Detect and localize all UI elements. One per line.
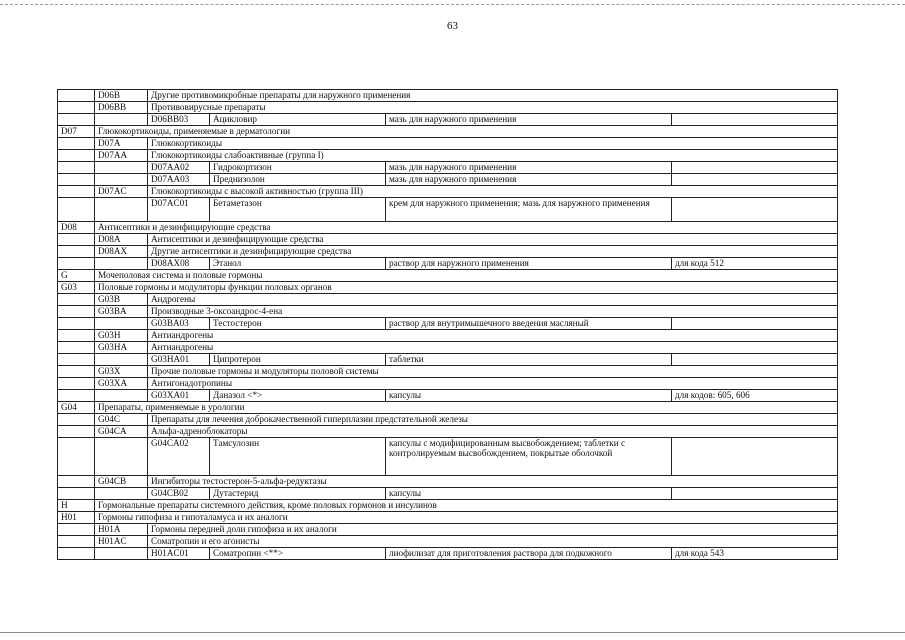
atc-name-cell: Глюкокортикоиды — [148, 138, 838, 150]
empty-cell — [95, 162, 148, 174]
atc-code-cell: G03BA — [95, 306, 148, 318]
atc-code-cell: H — [58, 500, 95, 512]
empty-cell — [95, 198, 148, 222]
table-row — [58, 342, 838, 354]
atc-code-cell: H01AC — [95, 536, 148, 548]
note-cell — [672, 114, 838, 126]
table-row — [58, 378, 838, 390]
scan-edge-top — [0, 4, 905, 5]
table-row — [58, 102, 838, 114]
empty-cell — [58, 138, 95, 150]
atc-name-cell: Антиандрогены — [148, 330, 838, 342]
atc-name-cell: Антигонадотропины — [148, 378, 838, 390]
table-row — [58, 162, 838, 174]
atc-name-cell: Производные 3-оксоандрос-4-ена — [148, 306, 838, 318]
atc-code-cell: G03B — [95, 294, 148, 306]
atc-name-cell: Ингибиторы тестостерон-5-альфа-редуктазы — [148, 476, 838, 488]
table-row — [58, 90, 838, 102]
drug-name-cell: Ципротерон — [210, 354, 386, 366]
table-row — [58, 366, 838, 378]
atc-name-cell: Глюкокортикоиды слабоактивные (группа I) — [148, 150, 838, 162]
atc-name-cell: Антисептики и дезинфицирующие средства — [148, 234, 838, 246]
empty-cell — [95, 438, 148, 476]
empty-cell — [58, 354, 95, 366]
table-row — [58, 402, 838, 414]
atc-code-cell: G03 — [58, 282, 95, 294]
atc-name-cell: Глюкокортикоиды с высокой активностью (группа III) — [148, 186, 838, 198]
empty-cell — [58, 342, 95, 354]
empty-cell — [58, 102, 95, 114]
note-cell — [672, 198, 838, 222]
table-row — [58, 488, 838, 500]
drug-name-cell: Дутастерид — [210, 488, 386, 500]
drug-name-cell: Тестостерон — [210, 318, 386, 330]
atc-code-cell: D07AA03 — [148, 174, 210, 186]
table-row — [58, 282, 838, 294]
empty-cell — [58, 414, 95, 426]
atc-code-cell: H01A — [95, 524, 148, 536]
table-row — [58, 138, 838, 150]
drug-name-cell: Тамсулозин — [210, 438, 386, 476]
atc-code-cell: D08 — [58, 222, 95, 234]
atc-code-cell: G03XA — [95, 378, 148, 390]
atc-code-cell: G04CA02 — [148, 438, 210, 476]
empty-cell — [95, 354, 148, 366]
atc-name-cell: Глюкокортикоиды, применяемые в дерматологии — [95, 126, 838, 138]
empty-cell — [58, 318, 95, 330]
empty-cell — [58, 150, 95, 162]
table-row — [58, 476, 838, 488]
note-cell — [672, 488, 838, 500]
atc-code-cell: G04CB02 — [148, 488, 210, 500]
empty-cell — [58, 246, 95, 258]
table-row — [58, 258, 838, 270]
atc-code-cell: G03BA03 — [148, 318, 210, 330]
atc-code-cell: D07AC — [95, 186, 148, 198]
empty-cell — [95, 258, 148, 270]
atc-name-cell: Соматропин и его агонисты — [148, 536, 838, 548]
atc-code-cell: G03HA — [95, 342, 148, 354]
empty-cell — [58, 426, 95, 438]
empty-cell — [95, 548, 148, 560]
table-row — [58, 426, 838, 438]
dosage-form-cell: раствор для наружного применения — [386, 258, 672, 270]
empty-cell — [58, 186, 95, 198]
dosage-form-cell: мазь для наружного применения — [386, 174, 672, 186]
dosage-form-cell: крем для наружного применения; мазь для наружного применения — [386, 198, 672, 222]
atc-code-cell: D08A — [95, 234, 148, 246]
atc-code-cell: G03H — [95, 330, 148, 342]
atc-name-cell: Другие противомикробные препараты для наружного применения — [148, 90, 838, 102]
table-row — [58, 270, 838, 282]
empty-cell — [58, 90, 95, 102]
drug-name-cell: Этанол — [210, 258, 386, 270]
atc-code-cell: D07AA — [95, 150, 148, 162]
dosage-form-cell: мазь для наружного применения — [386, 114, 672, 126]
empty-cell — [58, 548, 95, 560]
note-cell — [672, 438, 838, 476]
atc-code-cell: G04CB — [95, 476, 148, 488]
dosage-form-cell: капсулы с модифицированным высвобождением; таблетки с контролируемым высвобождением, покрытые оболочкой — [386, 438, 672, 476]
dosage-form-cell: мазь для наружного применения — [386, 162, 672, 174]
note-cell: для кодов: 605, 606 — [672, 390, 838, 402]
table-row — [58, 500, 838, 512]
drug-name-cell: Преднизолон — [210, 174, 386, 186]
empty-cell — [95, 318, 148, 330]
table-row — [58, 512, 838, 524]
atc-code-cell: G03X — [95, 366, 148, 378]
atc-code-cell: D06B — [95, 90, 148, 102]
table-row — [58, 222, 838, 234]
note-cell — [672, 174, 838, 186]
atc-name-cell: Гормоны передней доли гипофиза и их аналоги — [148, 524, 838, 536]
atc-name-cell: Гормоны гипофиза и гипоталамуса и их аналоги — [95, 512, 838, 524]
empty-cell — [95, 174, 148, 186]
empty-cell — [58, 162, 95, 174]
empty-cell — [58, 174, 95, 186]
atc-code-cell: D08AX — [95, 246, 148, 258]
atc-name-cell: Препараты, применяемые в урологии — [95, 402, 838, 414]
table-row — [58, 186, 838, 198]
empty-cell — [58, 476, 95, 488]
atc-name-cell: Мочеполовая система и половые гормоны — [95, 270, 838, 282]
empty-cell — [58, 258, 95, 270]
table-row — [58, 390, 838, 402]
drug-table-body — [58, 90, 838, 560]
note-cell — [672, 354, 838, 366]
table-row — [58, 330, 838, 342]
empty-cell — [58, 306, 95, 318]
atc-code-cell: D06BB03 — [148, 114, 210, 126]
atc-code-cell: D06BB — [95, 102, 148, 114]
drug-name-cell: Соматропин <**> — [210, 548, 386, 560]
empty-cell — [58, 390, 95, 402]
note-cell — [672, 318, 838, 330]
note-cell: для кода 512 — [672, 258, 838, 270]
atc-name-cell: Другие антисептики и дезинфицирующие средства — [148, 246, 838, 258]
empty-cell — [58, 294, 95, 306]
table-row — [58, 294, 838, 306]
dosage-form-cell: капсулы — [386, 390, 672, 402]
atc-name-cell: Андрогены — [148, 294, 838, 306]
atc-code-cell: G04C — [95, 414, 148, 426]
table-row — [58, 524, 838, 536]
atc-name-cell: Гормональные препараты системного действия, кроме половых гормонов и инсулинов — [95, 500, 838, 512]
table-row — [58, 246, 838, 258]
table-row — [58, 306, 838, 318]
table-row — [58, 126, 838, 138]
table-row — [58, 414, 838, 426]
empty-cell — [95, 488, 148, 500]
empty-cell — [58, 330, 95, 342]
empty-cell — [58, 114, 95, 126]
drug-name-cell: Бетаметазон — [210, 198, 386, 222]
atc-code-cell: G03XA01 — [148, 390, 210, 402]
atc-code-cell: G04 — [58, 402, 95, 414]
atc-code-cell: D08AX08 — [148, 258, 210, 270]
table-row — [58, 234, 838, 246]
atc-name-cell: Альфа-адреноблокаторы — [148, 426, 838, 438]
atc-code-cell: D07 — [58, 126, 95, 138]
page-number: 63 — [447, 20, 458, 32]
note-cell: для кода 543 — [672, 548, 838, 560]
table-row — [58, 198, 838, 222]
table-row — [58, 150, 838, 162]
table-row — [58, 354, 838, 366]
empty-cell — [58, 366, 95, 378]
table-row — [58, 536, 838, 548]
scan-edge-bottom — [0, 632, 905, 633]
dosage-form-cell: таблетки — [386, 354, 672, 366]
dosage-form-cell: капсулы — [386, 488, 672, 500]
atc-code-cell: D07AA02 — [148, 162, 210, 174]
empty-cell — [58, 198, 95, 222]
table-row — [58, 318, 838, 330]
atc-name-cell: Прочие половые гормоны и модуляторы половой системы — [148, 366, 838, 378]
note-cell — [672, 162, 838, 174]
table-row — [58, 174, 838, 186]
empty-cell — [58, 378, 95, 390]
empty-cell — [58, 536, 95, 548]
atc-code-cell: H01 — [58, 512, 95, 524]
atc-code-cell: H01AC01 — [148, 548, 210, 560]
empty-cell — [95, 390, 148, 402]
atc-code-cell: G — [58, 270, 95, 282]
empty-cell — [58, 438, 95, 476]
atc-name-cell: Антисептики и дезинфицирующие средства — [95, 222, 838, 234]
dosage-form-cell: лиофилизат для приготовления раствора для подкожного — [386, 548, 672, 560]
empty-cell — [95, 114, 148, 126]
dosage-form-cell: раствор для внутримышечного введения масляный — [386, 318, 672, 330]
empty-cell — [58, 234, 95, 246]
drug-name-cell: Гидрокортизон — [210, 162, 386, 174]
table-row — [58, 548, 838, 560]
empty-cell — [58, 524, 95, 536]
drug-name-cell: Ацикловир — [210, 114, 386, 126]
atc-name-cell: Препараты для лечения доброкачественной гиперплазии предстательной железы — [148, 414, 838, 426]
atc-code-cell: D07A — [95, 138, 148, 150]
empty-cell — [58, 488, 95, 500]
table-row — [58, 114, 838, 126]
atc-name-cell: Половые гормоны и модуляторы функции половых органов — [95, 282, 838, 294]
atc-code-cell: D07AC01 — [148, 198, 210, 222]
atc-code-cell: G04CA — [95, 426, 148, 438]
atc-name-cell: Противовирусные препараты — [148, 102, 838, 114]
drug-name-cell: Даназол <*> — [210, 390, 386, 402]
atc-code-cell: G03HA01 — [148, 354, 210, 366]
drug-table — [57, 89, 838, 560]
atc-name-cell: Антиандрогены — [148, 342, 838, 354]
table-row — [58, 438, 838, 476]
